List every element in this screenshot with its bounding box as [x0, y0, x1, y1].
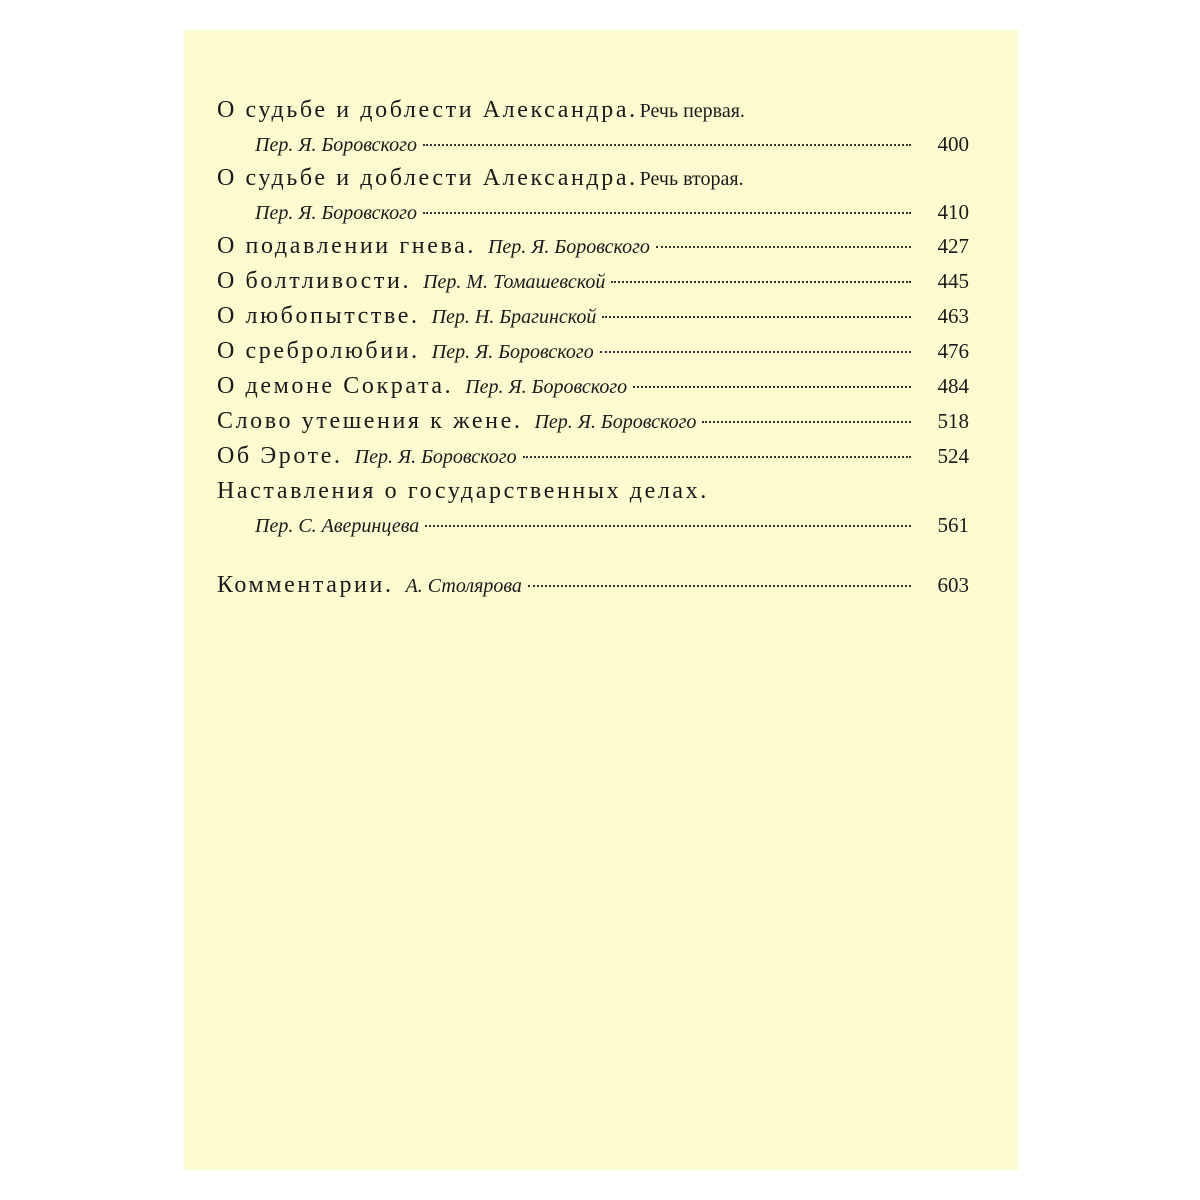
toc-title: О болтливости. [217, 268, 412, 294]
dot-leader [602, 316, 911, 318]
toc-page-number: 400 [937, 132, 969, 156]
toc-page-number: 476 [937, 339, 969, 363]
toc-translator: Пер. Я. Боровского [487, 236, 650, 258]
toc-translator: Пер. Я. Боровского [431, 341, 594, 363]
toc-title: Комментарии. [217, 572, 394, 598]
toc-entry [217, 264, 969, 299]
toc-title: О демоне Сократа. [217, 373, 454, 399]
toc-page-number: 524 [937, 444, 969, 468]
toc-title: Наставления о государственных делах. [217, 478, 709, 504]
toc-page-number: 484 [937, 374, 969, 398]
toc-translator: Пер. Н. Брагинской [431, 306, 597, 328]
toc-entry [217, 229, 969, 264]
toc-page-number: 561 [937, 513, 969, 537]
toc-title-line [217, 93, 969, 128]
toc-title: О сребролюбии. [217, 338, 420, 364]
dot-leader [633, 386, 911, 388]
dot-leader [600, 351, 911, 353]
toc-entry [217, 474, 969, 542]
toc-translator-line [217, 196, 969, 229]
toc-title-line [217, 474, 969, 509]
toc-entry [217, 568, 969, 603]
toc-title: О подавлении гнева. [217, 233, 476, 259]
dot-leader [656, 246, 911, 248]
dot-leader [523, 456, 911, 458]
toc-title-line [217, 161, 969, 196]
toc-translator: А. Столярова [405, 575, 522, 597]
toc-translator-line [217, 128, 969, 161]
toc-page-number: 518 [937, 409, 969, 433]
toc-translator: Пер. С. Аверинцева [255, 515, 420, 537]
toc-translator: Пер. М. Томашевской [423, 271, 606, 293]
toc-entry [217, 161, 969, 229]
dot-leader [611, 281, 911, 283]
toc-title: О любопытстве. [217, 303, 420, 329]
toc-translator-line [217, 509, 969, 542]
toc-translator: Пер. Я. Боровского [465, 376, 628, 398]
dot-leader [423, 212, 911, 214]
toc-page-number: 410 [937, 200, 969, 224]
toc-entry [217, 439, 969, 474]
toc-title: О судьбе и доблести Александра. [217, 97, 638, 123]
book-page [184, 30, 1018, 1170]
dot-leader [425, 525, 911, 527]
toc-title: Об Эроте. [217, 443, 343, 469]
toc-entry [217, 93, 969, 161]
toc-title: Слово утешения к жене. [217, 408, 523, 434]
dot-leader [423, 144, 911, 146]
toc-translator: Пер. Я. Боровского [354, 446, 517, 468]
toc-subtitle: Речь вторая. [639, 168, 744, 190]
dot-leader [702, 421, 911, 423]
toc-translator: Пер. Я. Боровского [255, 134, 417, 156]
toc-page-number: 603 [937, 573, 969, 597]
section-gap [217, 542, 969, 568]
toc-page-number: 445 [937, 269, 969, 293]
toc-entry [217, 369, 969, 404]
dot-leader [528, 585, 911, 587]
toc-translator: Пер. Я. Боровского [255, 202, 417, 224]
toc-entry [217, 299, 969, 334]
toc-page-number: 463 [937, 304, 969, 328]
toc-page-number: 427 [937, 234, 969, 258]
table-of-contents [217, 93, 969, 603]
toc-subtitle: Речь первая. [639, 100, 745, 122]
toc-entry [217, 334, 969, 369]
toc-title: О судьбе и доблести Александра. [217, 165, 638, 191]
toc-entry [217, 404, 969, 439]
toc-translator: Пер. Я. Боровского [534, 411, 697, 433]
